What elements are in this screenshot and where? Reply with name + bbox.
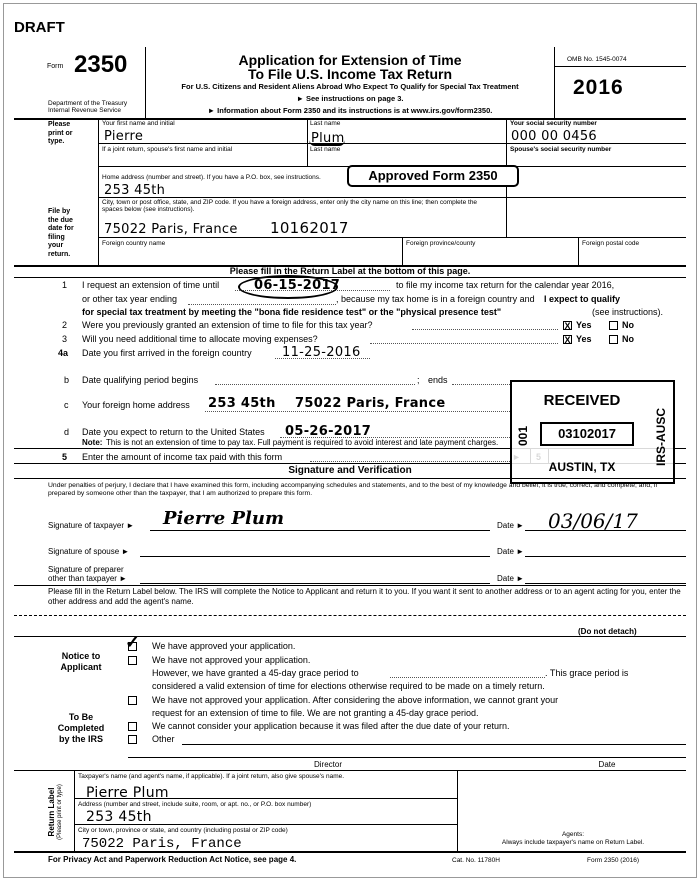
preparer-date-label: Date ►: [497, 574, 525, 583]
stamp-side: IRS-AUSC: [654, 407, 668, 466]
address-field[interactable]: 253 45th: [104, 183, 166, 198]
return-date-field[interactable]: 05-26-2017: [285, 424, 372, 439]
irs-label-3: by the IRS: [58, 734, 103, 744]
line1-text-e: I expect to qualify: [544, 294, 621, 304]
lineb-text: Date qualifying period begins: [82, 375, 199, 385]
label-address-label: Address (number and street, include suite, room, or apt. no., or P.O. box number): [78, 801, 312, 808]
omb-number: OMB No. 1545-0074: [567, 56, 627, 63]
return-label-side-2: (Please print or type): [57, 784, 63, 840]
late-filed-option: We cannot consider your application because it was filed after the due date of your return.: [152, 721, 510, 731]
spouse-date-label: Date ►: [497, 547, 525, 556]
see-instructions: ► See instructions on page 3.: [296, 94, 404, 103]
first-name-field[interactable]: Pierre: [104, 129, 144, 144]
return-label-side: Return Label: [47, 787, 56, 837]
privacy-notice: For Privacy Act and Paperwork Reduction Act Notice, see page 4.: [48, 855, 297, 864]
stamp-date: 03102017: [558, 426, 616, 441]
taxpayer-signature[interactable]: Pierre Plum: [163, 508, 285, 529]
dept-label: Department of the Treasury: [48, 100, 128, 107]
line3-no-label: No: [622, 334, 634, 344]
lineb-ends: ends: [428, 375, 448, 385]
country-label: Foreign country name: [102, 240, 166, 247]
last-name-field[interactable]: Plum: [311, 131, 345, 146]
province-label: Foreign province/county: [406, 240, 476, 247]
city-label: City, town or post office, state, and ZIP code. If you have a foreign address, enter only the city name on this line; then complete the spaces below (see instructions).: [102, 199, 478, 213]
do-not-detach: (Do not detach): [578, 627, 637, 636]
preparer-label-1: Signature of preparer: [48, 565, 124, 574]
not-approved-checkbox[interactable]: [128, 696, 137, 705]
late-filed-checkbox[interactable]: [128, 722, 137, 731]
note-text: This is not an extension of time to pay tax. Full payment is required to avoid interest and late payment charges.: [106, 438, 499, 447]
approved-option: We have approved your application.: [152, 641, 296, 651]
not-approved-grace-checkbox[interactable]: [128, 656, 137, 665]
signature-heading: Signature and Verification: [288, 465, 412, 476]
lined-number: d: [64, 427, 70, 437]
lineb-number: b: [64, 375, 70, 385]
taxpayer-date[interactable]: 03/06/17: [548, 509, 638, 533]
lineb-semi: ;: [417, 375, 420, 385]
foreign-address-field[interactable]: 253 45th: [208, 396, 276, 411]
line5-number: 5: [62, 452, 68, 462]
note-label: Note:: [82, 438, 103, 447]
ssn-label: Your social security number: [510, 120, 597, 127]
fill-notice: Please fill in the Return Label at the bottom of this page.: [229, 266, 471, 276]
line3-no-checkbox[interactable]: [609, 335, 618, 344]
line1-text-f: for special tax treatment by meeting the "bona fide residence test" or the "physical presence test": [82, 307, 502, 317]
line2-no-checkbox[interactable]: [609, 321, 618, 330]
line2-no-label: No: [622, 320, 634, 330]
last-name-label: Last name: [310, 120, 341, 127]
not-approved-option: We have not approved your application.: [152, 655, 311, 665]
taxpayer-signature-label: Signature of taxpayer ►: [48, 521, 135, 530]
other-checkbox[interactable]: [128, 735, 137, 744]
grace-period-text-c: considered a valid extension of time for elections otherwise required to be made on a timely return.: [152, 681, 545, 691]
line5-text: Enter the amount of income tax paid with this form: [82, 452, 283, 462]
line4a-number: 4a: [58, 348, 69, 358]
foreign-city-field[interactable]: 75022 Paris, France: [295, 396, 446, 411]
form-footer: Form 2350 (2016): [587, 857, 640, 864]
label-city-field[interactable]: 75022 Paris, France: [82, 836, 242, 852]
spouse-name-label: If a joint return, spouse's first name and initial: [102, 146, 233, 153]
preparer-label-2: other than taxpayer ►: [48, 574, 128, 583]
return-label-note: Please fill in the Return Label below. The IRS will complete the Notice to Applicant and return it to you. If you want it sent to another address or to an agent acting for you, enter the other address and add the agent's name.: [48, 587, 681, 606]
line3-yes-label: Yes: [576, 334, 592, 344]
line2-yes-checkbox[interactable]: X: [564, 321, 571, 331]
line3-text: Will you need additional time to allocate moving expenses?: [82, 334, 318, 344]
line1-text-c: or other tax year ending: [82, 294, 178, 304]
form-title-2: To File U.S. Income Tax Return: [247, 66, 453, 82]
label-name-field[interactable]: Pierre Plum: [86, 785, 169, 801]
linec-text: Your foreign home address: [82, 400, 190, 410]
extension-date-field[interactable]: 06-15-2017: [254, 278, 341, 293]
city-field[interactable]: 75022 Paris, France: [104, 222, 238, 237]
line1-number: 1: [62, 280, 68, 290]
form-number: 2350: [74, 51, 128, 78]
form-subtitle: For U.S. Citizens and Resident Aliens Abroad Who Expect To Qualify for Special Tax Treatment: [181, 82, 519, 91]
file-by-label: File by the due date for filing your return.: [48, 208, 74, 258]
not-approved-option-2b: request for an extension of time to file. We are not granting a 45-day grace period.: [152, 708, 479, 718]
line3-number: 3: [62, 334, 68, 344]
print-label: Please print or type.: [48, 121, 73, 145]
label-name-label: Taxpayer's name (and agent's name, if applicable). If a joint return, also give spouse's name.: [78, 773, 345, 780]
spouse-last-label: Last name: [310, 146, 341, 153]
lined-text: Date you expect to return to the United States: [82, 427, 265, 437]
perjury-statement: Under penalties of perjury, I declare that I have examined this form, including accompanying schedules and statements, and to the best of my knowledge and belief, it is true, correct, and complete; and, if prepared by someone other than the taxpayer, that I am authorized to prepare this form.: [48, 482, 658, 497]
agents-note: Always include taxpayer's name on Return Label.: [501, 839, 645, 846]
director-label: Director: [313, 760, 342, 769]
stamp-city: AUSTIN, TX: [548, 460, 616, 474]
line4a-text: Date you first arrived in the foreign country: [82, 348, 252, 358]
other-option: Other: [152, 734, 175, 744]
tax-year: 2016: [573, 76, 624, 99]
stamp-code: 001: [516, 425, 530, 446]
grace-period-text: However, we have granted a 45-day grace period to: [152, 668, 359, 678]
notice-label-2: Applicant: [60, 662, 102, 672]
arrival-date-field[interactable]: 11-25-2016: [282, 345, 361, 360]
grace-period-text-b: . This grace period is: [545, 668, 629, 678]
irs-label: Internal Revenue Service: [48, 107, 121, 114]
address-label: Home address (number and street). If you have a P.O. box, see instructions.: [102, 174, 321, 181]
irs-label-2: Completed: [57, 723, 105, 733]
received-date-handwritten: 10162017: [270, 219, 349, 237]
approved-check-mark: ✓: [125, 632, 141, 652]
form-title: Application for Extension of Time: [238, 52, 462, 68]
line2-yes-label: Yes: [576, 320, 592, 330]
label-city-label: City or town, province or state, and country (including postal or ZIP code): [78, 827, 288, 834]
agents-label: Agents:: [561, 831, 585, 838]
form-label: Form: [47, 63, 64, 70]
ssn-field[interactable]: 000 00 0456: [511, 129, 598, 144]
spouse-ssn-label: Spouse's social security number: [510, 146, 612, 153]
taxpayer-date-label: Date ►: [497, 521, 525, 530]
notice-label-1: Notice to: [61, 651, 101, 661]
line1-text: I request an extension of time until: [82, 280, 220, 290]
line2-number: 2: [62, 320, 68, 330]
linec-number: c: [64, 400, 69, 410]
spouse-signature-label: Signature of spouse ►: [48, 547, 130, 556]
approved-annotation: Approved Form 2350: [347, 165, 519, 187]
line1-text-b: to file my income tax return for the calendar year 2016,: [396, 280, 615, 290]
first-name-label: Your first name and initial: [102, 120, 175, 127]
stamp-received: RECEIVED: [543, 392, 621, 409]
line1-text-d: , because my tax home is in a foreign country and: [336, 294, 535, 304]
line2-text: Were you previously granted an extension of time to file for this tax year?: [82, 320, 373, 330]
label-address-field[interactable]: 253 45th: [86, 809, 152, 825]
info-link[interactable]: ► Information about Form 2350 and its instructions is at www.irs.gov/form2350.: [207, 106, 493, 115]
notice-date-label: Date: [598, 760, 616, 769]
line1-text-g: (see instructions).: [592, 307, 664, 317]
draft-label: DRAFT: [14, 19, 65, 36]
line3-yes-checkbox[interactable]: X: [564, 335, 571, 345]
cat-number: Cat. No. 11780H: [452, 857, 500, 864]
irs-label-1: To Be: [68, 712, 94, 722]
not-approved-option-2: We have not approved your application. After considering the above information, we cannot grant your: [152, 695, 559, 705]
postal-label: Foreign postal code: [582, 240, 640, 247]
date-circle: [238, 275, 341, 299]
